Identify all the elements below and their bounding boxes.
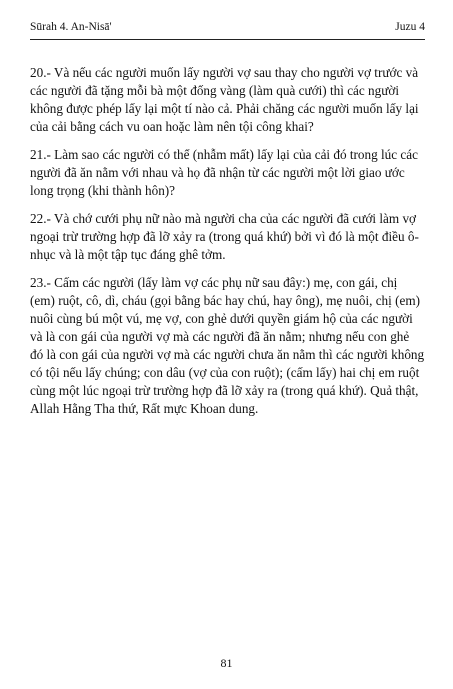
surah-title: Sūrah 4. An-Nisā': [30, 21, 112, 33]
page-number: 81: [220, 656, 233, 670]
header-divider: [30, 39, 425, 40]
verse-22: 22.- Và chớ cưới phụ nữ nào mà người cha của các người đã cưới làm vợ ngoại trừ trường hợp đã lỡ xảy ra (trong quá khứ) bởi vì đó là một điều ô-nhục và là một tập tục đáng ghê tởm.: [30, 211, 419, 262]
juzu-label: Juzu 4: [395, 21, 425, 33]
verse-list: [30, 64, 425, 428]
verse-21: 21.- Làm sao các người có thể (nhẫm mất) lấy lại của cải đó trong lúc các người đã ăn nằm với nhau và họ đã nhận từ các người một lời giao ước long trọng (khi thành hôn)?: [30, 147, 418, 198]
verse-23: 23.- Cấm các người (lấy làm vợ các phụ nữ sau đây:) mẹ, con gái, chị (em) ruột, cô, dì, cháu (gọi bằng bác hay chú, hay ông), mẹ nuôi, chị (em) nuôi cùng bú một vú, mẹ vợ, con ghẻ dưới quyền giám hộ của các người và là con gái của người vợ mà các người đã ăn nằm; nhưng nếu con ghẻ đó là con gái của người vợ mà các người chưa ăn nằm thì các người không có tội nếu lấy chúng; con dâu (vợ của con ruột); (cấm lấy) hai chị em ruột cùng một lúc ngoại trừ trường hợp đã lỡ xảy ra (trong quá khứ). Quả thật, Allah Hằng Tha thứ, Rất mực Khoan dung.: [30, 275, 425, 416]
verse-20: 20.- Và nếu các người muốn lấy người vợ sau thay cho người vợ trước và các người đã tặng mỗi bà một đống vàng (làm quà cưới) thì các người không được phép lấy lại một tí nào cả. Phải chăng các người muốn lấy lại của cải bằng cách vu oan hoặc làm nên tội công khai?: [30, 65, 419, 134]
